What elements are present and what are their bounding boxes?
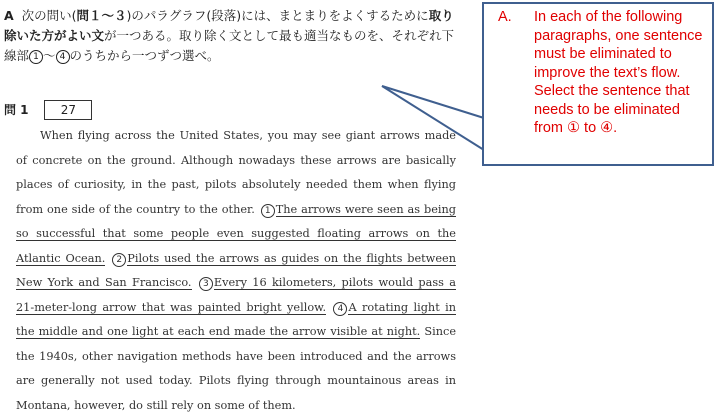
instr-bold-2: 取り除いた方がよい文: [4, 8, 454, 43]
translation-callout: [482, 2, 714, 166]
option-sentence-1[interactable]: The arrows were seen as being so successful that some people even suggested floating arrows on the Atlantic Ocean.: [16, 202, 456, 265]
option-sentence-3[interactable]: Every 16 kilometers, pilots would pass a 21-meter-long arrow that was painted bright yellow.: [16, 276, 456, 314]
option-number-2: 2: [112, 253, 126, 267]
section-label: A: [4, 8, 14, 23]
question-label: 問 1: [4, 102, 29, 117]
option-sentence-4[interactable]: A rotating light in the middle and one light at each end made the arrow visible at night.: [16, 300, 457, 338]
circle-number-1: 1: [29, 50, 43, 64]
range-separator: 〜: [43, 48, 56, 63]
passage-ending: Since the 1940s, other navigation methods have been introduced and the arrows are generally not used today. Pilots flying through mountainous areas in Montana, however, do still rely on some of them.: [16, 325, 456, 412]
answer-box[interactable]: 27: [44, 100, 92, 120]
callout-text: [498, 8, 710, 138]
option-number-3: 3: [199, 277, 213, 291]
option-sentence-2[interactable]: Pilots used the arrows as guides on the flights between New York and San Francisco.: [16, 251, 457, 289]
instr-text-2: )のパラグラフ(段落)には、まとまりをよくするために: [126, 8, 429, 23]
option-number-1: 1: [261, 204, 275, 218]
callout-letter: A.: [498, 9, 512, 25]
circle-number-4: 4: [56, 50, 70, 64]
instr-text-4: のうちから一つずつ選べ。: [69, 48, 220, 63]
callout-body: In each of the following paragraphs, one sentence must be eliminated to improve the text’s flow. Select the sentence that needs to be eliminated from ① to ④.: [534, 9, 703, 136]
instr-text-1: 次の問い(: [21, 8, 77, 23]
instr-text-3: が一つある。取り除く文として最も適当なものを、それぞれ下線部: [4, 28, 455, 63]
passage-intro: When flying across the United States, you may see giant arrows made of concrete on the ground. Although nowadays these arrows are basically places of curiosity, in the past, pilots absolutely needed them when flying from one side of the country to the other.: [16, 129, 456, 216]
option-number-4: 4: [333, 302, 347, 316]
instr-bold-1: 問１〜３: [76, 8, 127, 23]
